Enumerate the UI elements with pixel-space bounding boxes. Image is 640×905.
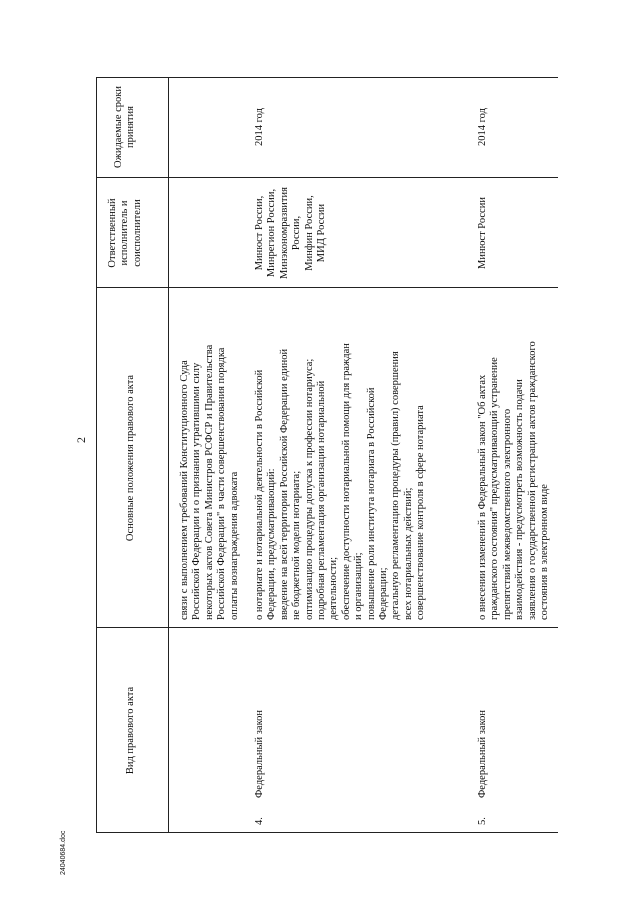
column-divider-1: [96, 627, 558, 628]
column-divider-2: [96, 287, 558, 288]
table-top-border: [96, 78, 97, 833]
row-4-act-type: Федеральный закон: [254, 709, 265, 798]
document-file-id: 24040684.doc: [60, 830, 67, 875]
row-4-deadline: 2014 год: [254, 108, 265, 146]
row-5-deadline: 2014 год: [477, 108, 488, 146]
header-bottom-border: [168, 78, 169, 833]
row-4-number: 4.: [254, 817, 265, 825]
header-main-provisions: Основные положения правового акта: [125, 374, 136, 542]
header-expected-deadline: Ожидаемые сроки принятия: [113, 86, 137, 168]
column-divider-3: [96, 177, 558, 178]
carryover-provisions: связи с выполнением требований Конституционного Суда Российской Федерации и о признании утратившими силу некоторых актов Совета Министров РСФСР и Правительства Российской Федерации" в части совершенствования порядка оплаты вознаграждения адвоката: [179, 344, 240, 620]
page-number: 2: [74, 437, 88, 443]
row-5-number: 5.: [477, 817, 488, 825]
row-5-responsible: Минюст России: [477, 197, 488, 269]
row-4-provisions: о нотариате и нотариальной деятельности в Российской Федерации, предусматривающий: введение на всей территории Российской Федерации единой не бюджетной модели нотариата; оптимизацию процедуры допуска к профессии нотариуса; подробная регламентация организации нотариальной деятельности; обеспечение доступности нотариальной помощи для граждан и организаций; повышение роли института нотариата в Российской Федерации; детальную регламентацию процедуры (правил) совершения всех нотариальных действий; совершенствование контроля в сфере нотариата: [254, 343, 427, 620]
header-act-type: Вид правового акта: [125, 686, 136, 775]
rotated-document-page: [58, 68, 558, 875]
row-5-act-type: Федеральный закон: [477, 709, 488, 798]
table-right-border: [96, 77, 558, 78]
row-4-responsible: Минюст России, Минрегион России, Минэкономразвития России, Минфин России, МИД России: [254, 187, 328, 279]
table-left-border: [96, 832, 558, 833]
header-responsible-executor: Ответственный исполнитель и соисполнители: [107, 198, 143, 268]
row-5-provisions: о внесении изменений в Федеральный закон "Об актах гражданского состояния" предусматривающий устранение препятствий межведомственного электронного взаимодействия - предусмотреть возможность подачи заявления о государственной регистрации актов гражданского состояния в электронном виде: [477, 341, 551, 620]
